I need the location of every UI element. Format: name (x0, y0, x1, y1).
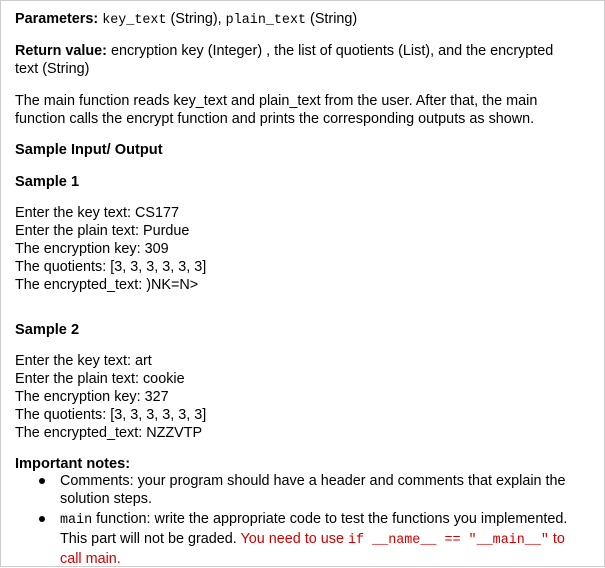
bullet-icon (39, 478, 45, 484)
sample-1-output (15, 204, 575, 294)
sample-1-line: The quotients: [3, 3, 3, 3, 3, 3] (15, 259, 207, 275)
note-main-red-end: to call main. (60, 531, 565, 567)
note-main-function (15, 510, 575, 568)
bullet-icon (39, 516, 45, 522)
sample-io-heading: Sample Input/ Output (15, 142, 163, 158)
important-notes-heading: Important notes: (15, 456, 131, 472)
parameters-line (15, 10, 575, 30)
note-main-red-text: You need to use (240, 531, 349, 547)
sample-2-line: Enter the key text: art (15, 353, 152, 369)
param-key-type: (String), (166, 11, 226, 27)
sample-1-line: Enter the plain text: Purdue (15, 223, 190, 239)
note-comments-text: Comments: your program should have a header and comments that explain the solution steps. (60, 473, 566, 507)
sample-2-line: The encrypted_text: NZZVTP (15, 425, 203, 441)
note-main-red-code: if __name__ == "__main__" (348, 533, 549, 548)
sample-2-line: The encryption key: 327 (15, 389, 169, 405)
sample-1-line: The encrypted_text: )NK=N> (15, 277, 199, 293)
parameters-label: Parameters: (15, 11, 99, 27)
return-value-label: Return value: (15, 43, 107, 59)
sample-1-line: Enter the key text: CS177 (15, 205, 179, 221)
sample-2-output (15, 352, 575, 442)
return-value-text: encryption key (Integer) , the list of quotients (List), and the encrypted text (String) (15, 43, 554, 77)
important-notes-list (15, 472, 575, 568)
param-plain-type: (String) (306, 11, 358, 27)
sample-2-line: Enter the plain text: cookie (15, 371, 185, 387)
note-main-code: main (60, 513, 93, 528)
sample-1-line: The encryption key: 309 (15, 241, 169, 257)
note-main-text: function: write the appropriate code to test the functions you implemented. This part will not be graded. (60, 511, 568, 547)
sample-2-line: The quotients: [3, 3, 3, 3, 3, 3] (15, 407, 207, 423)
note-comments (15, 472, 575, 508)
description-paragraph: The main function reads key_text and plain_text from the user. After that, the main function calls the encrypt function and prints the corresponding outputs as shown. (15, 93, 538, 127)
return-value-paragraph (15, 42, 575, 78)
sample-1-heading: Sample 1 (15, 174, 80, 190)
param-plain-text: plain_text (225, 13, 307, 28)
param-key-text: key_text (102, 13, 167, 28)
sample-2-heading: Sample 2 (15, 322, 80, 338)
